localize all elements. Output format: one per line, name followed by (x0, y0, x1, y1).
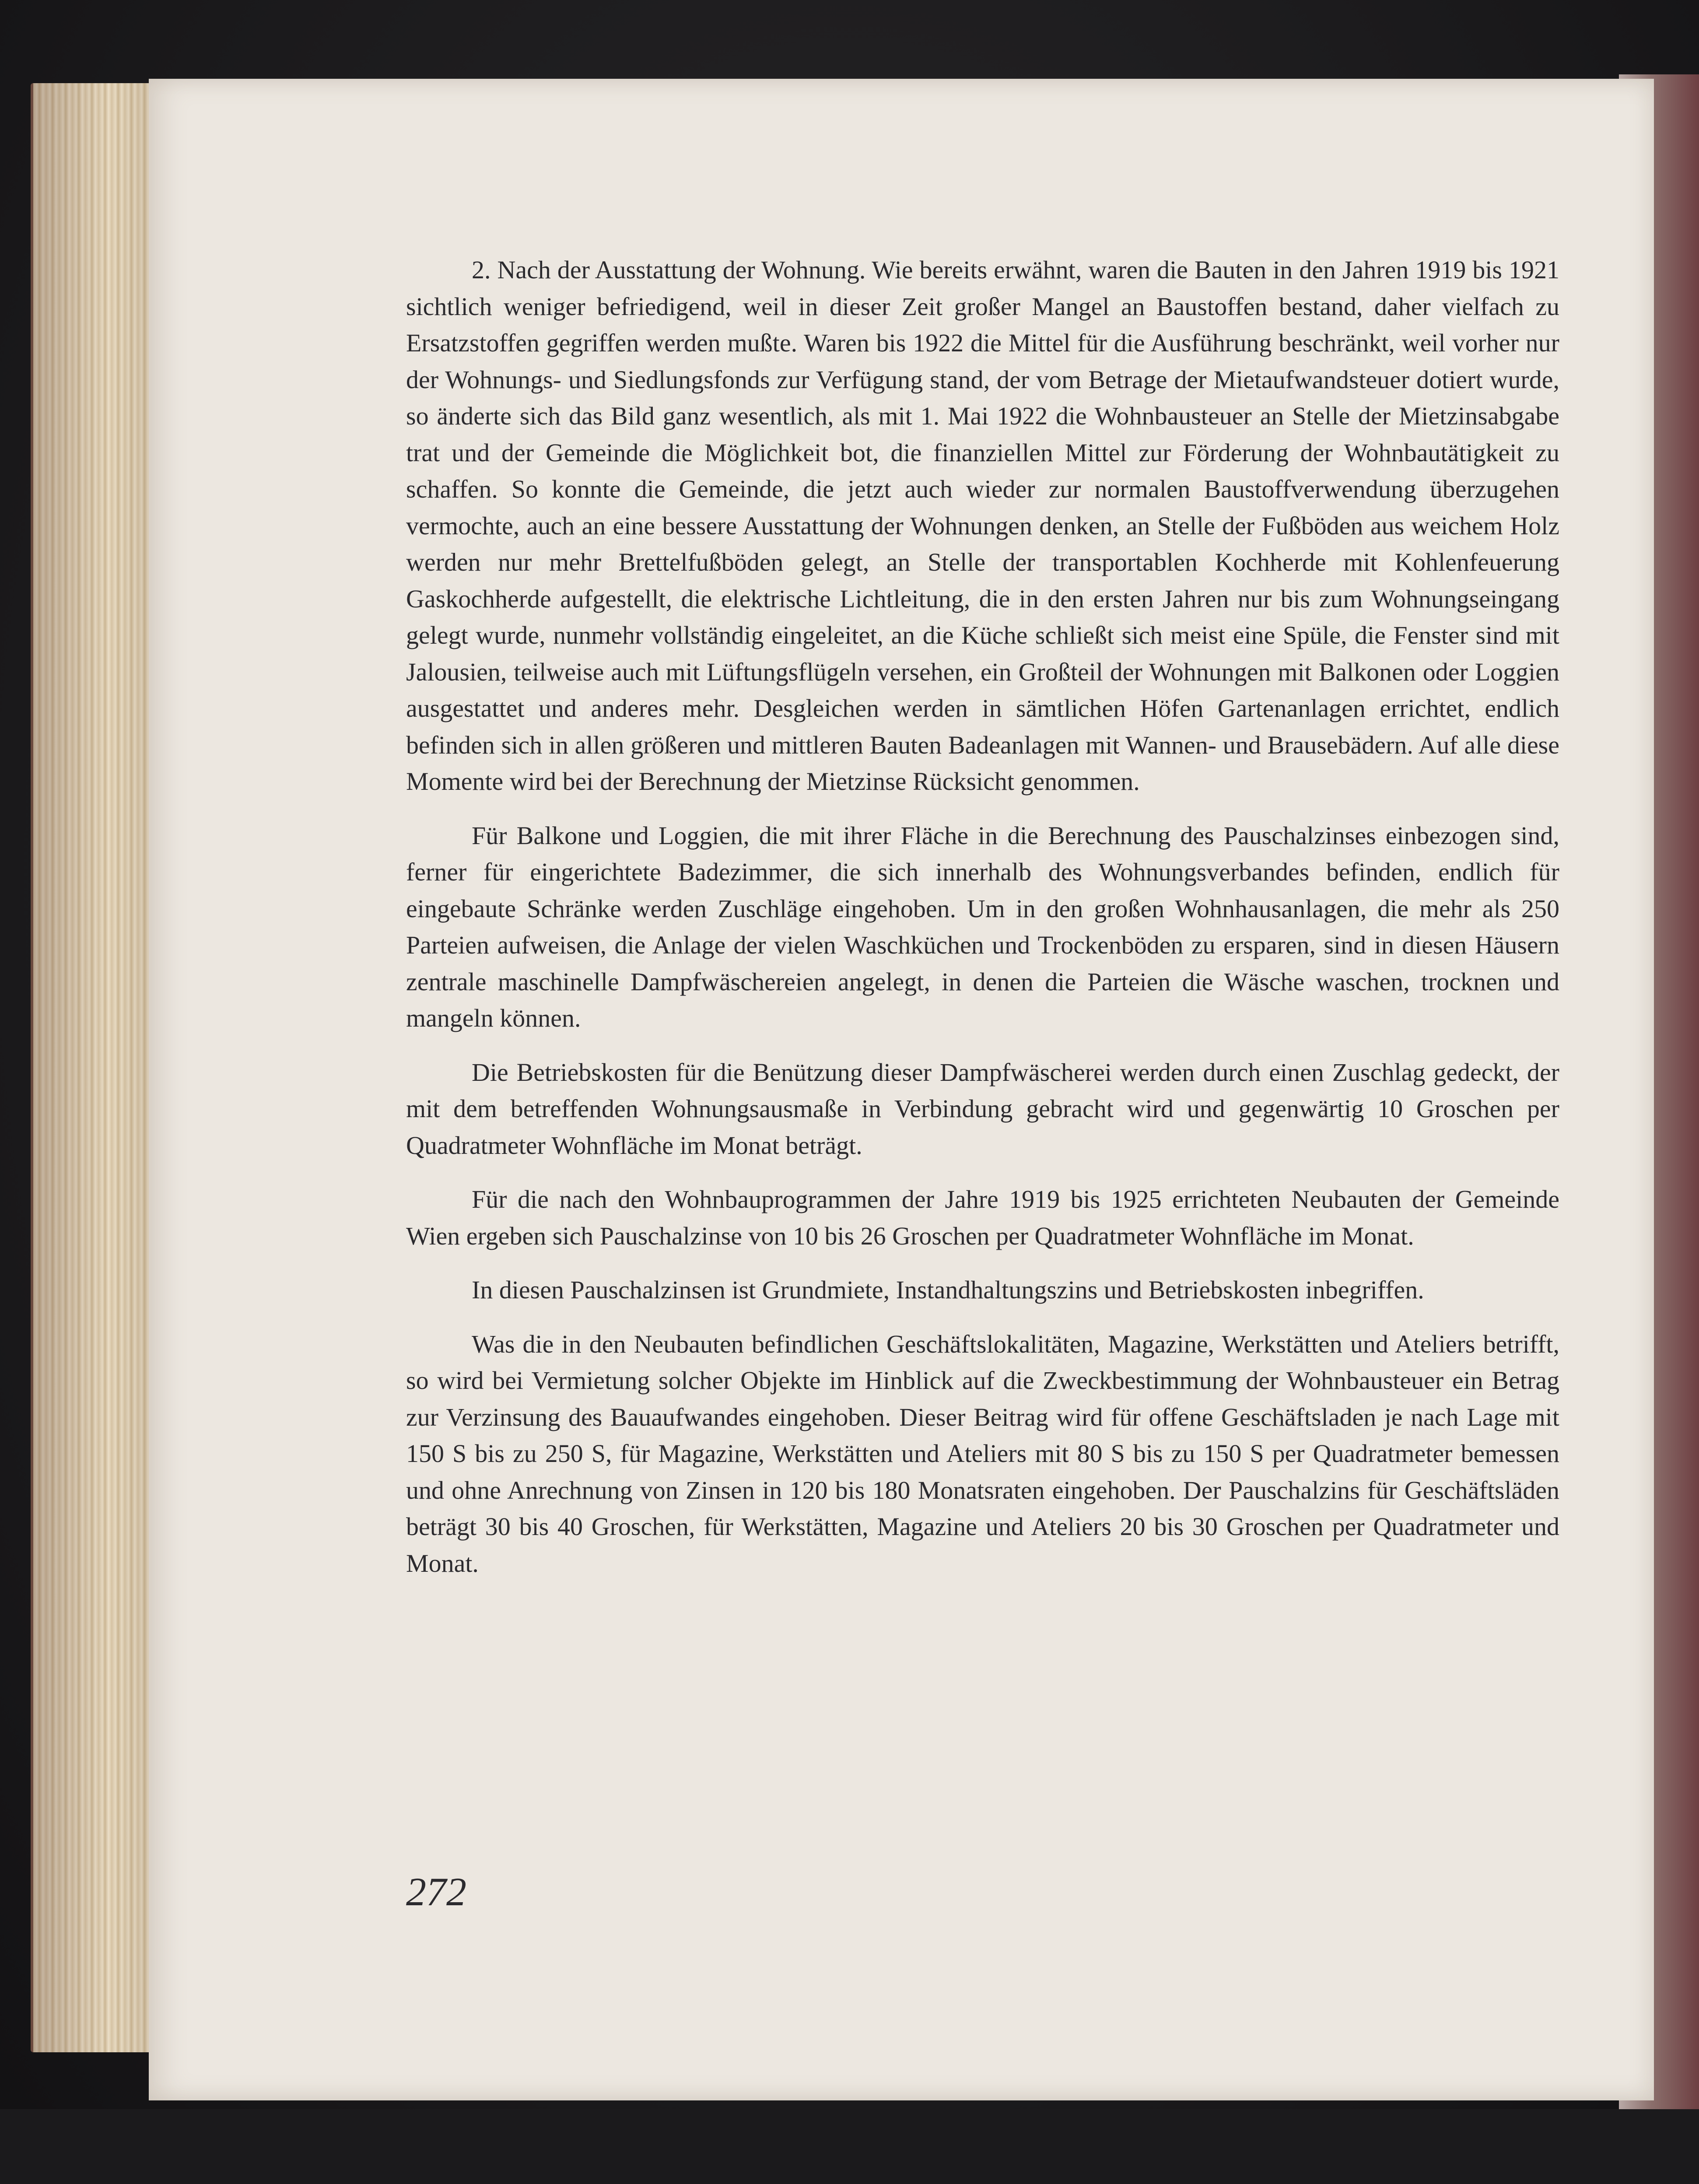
scan-bottom-edge (0, 2109, 1699, 2184)
page-stack-shadow (31, 83, 162, 2052)
paragraph-balkone-zuschlaege: Für Balkone und Loggien, die mit ihrer Fläche in die Berechnung des Pauschalzinses einbezogen sind, ferner für eingerichtete Badezimmer, die sich innerhalb des Wohnungsverbandes befinden, endlich für eingebaute Schränke werden Zuschläge eingehoben. Um in den großen Wohnhausanlagen, die mehr als 250 Parteien aufweisen, die Anlage der vielen Waschküchen und Trockenböden zu ersparen, sind in diesen Häusern zentrale maschinelle Dampfwäschereien angelegt, in denen die Parteien die Wäsche waschen, trocknen und mangeln können. (406, 821, 1559, 1032)
paragraph-pauschalzinse: Für die nach den Wohnbauprogrammen der Jahre 1919 bis 1925 errichteten Neubauten der Gemeinde Wien ergeben sich Pauschalzinse von 10 bis 26 Groschen per Quadratmeter Wohnfläche im Monat. (406, 1185, 1559, 1250)
page-number: 272 (406, 1869, 466, 1914)
body-text (406, 252, 1559, 1599)
paragraph-ausstattung: 2. Nach der Ausstattung der Wohnung. Wie bereits erwähnt, waren die Bauten in den Jahren 1919 bis 1921 sichtlich weniger befriedigend, weil in dieser Zeit großer Mangel an Baustoffen bestand, daher vielfach zu Ersatzstoffen gegriffen werden mußte. Waren bis 1922 die Mittel für die Ausführung beschränkt, weil vorher nur der Wohnungs- und Siedlungsfonds zur Verfügung stand, der vom Betrage der Mietaufwandsteuer dotiert wurde, so änderte sich das Bild ganz wesentlich, als mit 1. Mai 1922 die Wohnbausteuer an Stelle der Mietzinsabgabe trat und der Gemeinde die Möglichkeit bot, die finanziellen Mittel zur Förderung der Wohnbautätigkeit zu schaffen. So konnte die Gemeinde, die jetzt auch wieder zur normalen Baustoffverwendung überzugehen vermochte, auch an eine bessere Ausstattung der Wohnungen denken, an Stelle der Fußböden aus weichem Holz werden nur mehr Brettelfußböden gelegt, an Stelle der transportablen Kochherde mit Kohlenfeuerung Gaskochherde aufgestellt, die elektrische Lichtleitung, die in den ersten Jahren nur bis zum Wohnungseingang gelegt wurde, nunmehr vollständig eingeleitet, an die Küche schließt sich meist eine Spüle, die Fenster sind mit Jalousien, teilweise auch mit Lüftungsflügeln versehen, ein Großteil der Wohnungen mit Balkonen oder Loggien ausgestattet und anderes mehr. Desgleichen werden in sämtlichen Höfen Gartenanlagen errichtet, endlich befinden sich in allen größeren und mittleren Bauten Badeanlagen mit Wannen- und Brausebädern. Auf alle diese Momente wird bei der Berechnung der Mietzinse Rücksicht genommen. (406, 256, 1559, 796)
paragraph-inbegriffen: In diesen Pauschalzinsen ist Grundmiete, Instandhaltungszins und Betriebskosten inbegriffen. (472, 1276, 1424, 1304)
paragraph-geschaeftslokale: Was die in den Neubauten befindlichen Geschäftslokalitäten, Magazine, Werkstätten und Ateliers betrifft, so wird bei Vermietung solcher Objekte im Hinblick auf die Zweckbestimmung der Wohnbausteuer ein Betrag zur Verzinsung des Bauaufwandes eingehoben. Dieser Beitrag wird für offene Geschäftsladen je nach Lage mit 150 S bis zu 250 S, für Magazine, Werkstätten und Ateliers mit 80 S bis zu 150 S per Quadratmeter bemessen und ohne Anrechnung von Zinsen in 120 bis 180 Monatsraten eingehoben. Der Pauschalzins für Geschäftsläden beträgt 30 bis 40 Groschen, für Werkstätten, Magazine und Ateliers 20 bis 30 Groschen per Quadratmeter und Monat. (406, 1329, 1559, 1578)
paragraph-betriebskosten: Die Betriebskosten für die Benützung dieser Dampfwäscherei werden durch einen Zuschlag gedeckt, der mit dem betreffenden Wohnungsausmaße in Verbindung gebracht wird und gegenwärtig 10 Groschen per Quadratmeter Wohnfläche im Monat beträgt. (406, 1058, 1559, 1160)
